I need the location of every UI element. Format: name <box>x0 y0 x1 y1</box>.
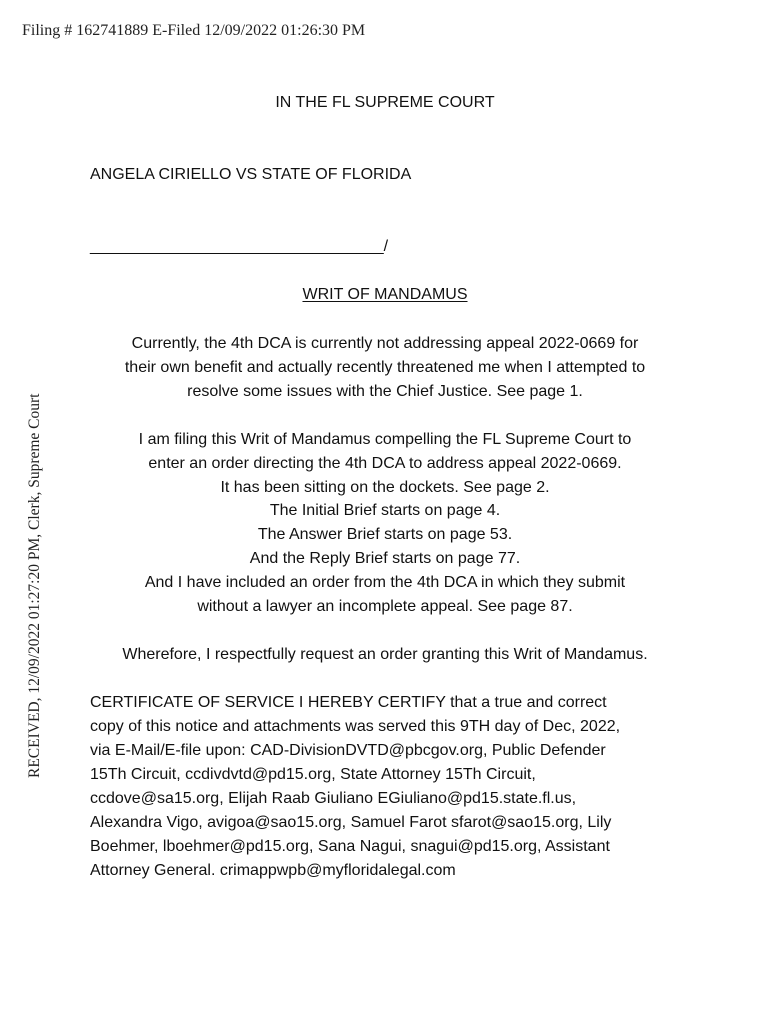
certificate-line: Boehmer, lboehmer@pd15.org, Sana Nagui, snagui@pd15.org, Assistant <box>90 838 610 855</box>
certificate-line: Alexandra Vigo, avigoa@sao15.org, Samuel Farot sfarot@sao15.org, Lily <box>90 814 612 831</box>
certificate-line: via E-Mail/E-file upon: CAD-DivisionDVTD@pbcgov.org, Public Defender <box>90 742 606 759</box>
paragraph-line: their own benefit and actually recently threatened me when I attempted to <box>124 358 646 376</box>
paragraph-current-status <box>70 332 700 403</box>
paragraph-line: And I have included an order from the 4th DCA in which they submit <box>144 573 626 591</box>
paragraph-line: I am filing this Writ of Mandamus compelling the FL Supreme Court to <box>138 431 632 448</box>
signature-line: _________________________________/ <box>90 238 389 255</box>
paragraph-line: It has been sitting on the dockets. See page 2. <box>220 478 550 496</box>
paragraph-line: enter an order directing the 4th DCA to address appeal 2022-0669. <box>148 454 622 472</box>
certificate-line: CERTIFICATE OF SERVICE I HEREBY CERTIFY that a true and correct <box>90 694 607 711</box>
paragraph-line: The Initial Brief starts on page 4. <box>269 502 501 520</box>
certificate-line: ccdove@sa15.org, Elijah Raab Giuliano EGiuliano@pd15.state.fl.us, <box>90 790 577 807</box>
paragraph-line: Wherefore, I respectfully request an order granting this Writ of Mandamus. <box>122 646 648 663</box>
received-stamp: RECEIVED, 12/09/2022 01:27:20 PM, Clerk, Supreme Court <box>26 393 43 778</box>
paragraph-line: And the Reply Brief starts on page 77. <box>249 549 521 567</box>
certificate-line: copy of this notice and attachments was served this 9TH day of Dec, 2022, <box>90 718 621 735</box>
paragraph-line: The Answer Brief starts on page 53. <box>257 526 513 544</box>
paragraph-line: without a lawyer an incomplete appeal. See page 87. <box>197 597 573 615</box>
case-caption: ANGELA CIRIELLO VS STATE OF FLORIDA <box>90 166 412 183</box>
document-title: WRIT OF MANDAMUS <box>302 286 468 303</box>
certificate-line: Attorney General. crimappwpb@myfloridalegal.com <box>90 862 456 879</box>
court-heading: IN THE FL SUPREME COURT <box>275 94 495 111</box>
filing-header: Filing # 162741889 E-Filed 12/09/2022 01:26:30 PM <box>22 22 366 39</box>
certificate-line: 15Th Circuit, ccdivdvtd@pd15.org, State Attorney 15Th Circuit, <box>90 766 536 783</box>
paragraph-line: resolve some issues with the Chief Justice. See page 1. <box>187 382 583 400</box>
paragraph-request-details <box>70 428 700 618</box>
paragraph-wherefore <box>70 643 700 667</box>
certificate-of-service <box>90 691 700 883</box>
paragraph-line: Currently, the 4th DCA is currently not addressing appeal 2022-0669 for <box>131 335 639 352</box>
